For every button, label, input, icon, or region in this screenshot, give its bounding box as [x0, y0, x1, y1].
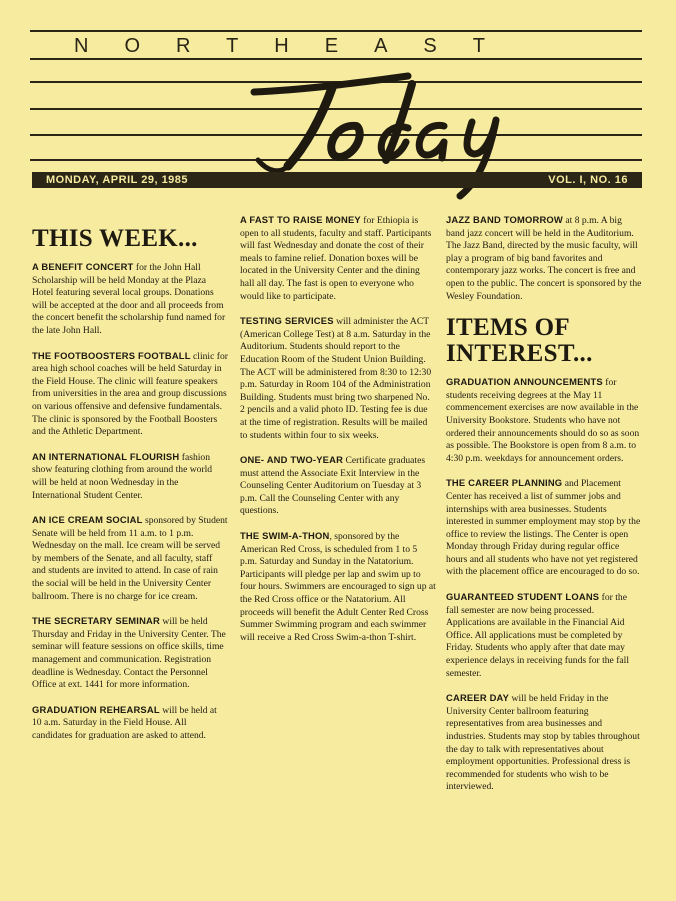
item-body: for the fall semester are now being processed. Applications are available in the Financial Aid Office. All applications must be completed by Friday. Students who apply after that date may experience delays in receiving funds for the fall semester.	[446, 592, 630, 679]
news-item	[240, 454, 436, 518]
news-item	[32, 261, 228, 338]
news-item	[446, 376, 642, 465]
section-heading-items-of-interest: ITEMS OF INTEREST...	[446, 314, 593, 368]
item-lead: TESTING SERVICES	[240, 315, 334, 327]
news-item	[32, 704, 228, 743]
item-body: , sponsored by the American Red Cross, is scheduled from 1 to 5 p.m. Saturday and Sunday in the Natatorium. Participants will pledge per lap and swim up to four hours. Swimmers are encouraged to sign up at the Red Cross office or the Natatorium. All proceeds will benefit the Adult Center Red Cross Summer Swimming program and each swimmer will receive a Red Cross Swim-a-thon T-shirt.	[240, 531, 436, 643]
item-body: for students receiving degrees at the May 11 commencement exercises are now available in the University Bookstore. Students who have not ordered their announcements should do so as soon as possible. The Bookstore is open from 8 a.m. to 4:30 p.m. weekdays for announcement orders.	[446, 377, 640, 464]
item-body: fashion show featuring clothing from around the world will be held at noon Wednesday in the International Student Center.	[32, 451, 213, 501]
item-lead: A BENEFIT CONCERT	[32, 261, 134, 272]
column-middle	[240, 214, 436, 656]
item-lead: ONE- AND TWO-YEAR	[240, 454, 344, 466]
paper-name: NORTHEAST	[74, 35, 634, 58]
item-body: for Ethiopia is open to all students, faculty and staff. Participants will fast Wednesday and donate the cost of their meals to famine relief. Donation boxes will be located in the University Center and the dining hall all day. The fast is open to everyone who would like to participate.	[240, 215, 432, 302]
news-item	[32, 451, 228, 502]
section-heading-this-week: THIS WEEK...	[32, 225, 198, 252]
item-body: for the John Hall Scholarship will be held Monday at the Plaza Hotel featuring several local groups. Donations will be accepted at the door and all proceeds from the concert benefit the scholarship fund named for the late John Hall.	[32, 262, 226, 336]
item-lead: AN ICE CREAM SOCIAL	[32, 514, 143, 526]
date-bar	[32, 172, 642, 188]
item-body: will be held at 10 a.m. Saturday in the Field House. All candidates for graduation are asked to attend.	[32, 704, 217, 741]
news-item	[240, 315, 436, 442]
item-body: will be held Friday in the University Center ballroom featuring representatives from area businesses and industries. Students may stop by tables throughout the day to talk with representatives about employment opportunities. Professional dress is recommended for students who wish to be interviewed.	[446, 693, 640, 793]
item-lead: GRADUATION REHEARSAL	[32, 703, 160, 715]
item-lead: JAZZ BAND TOMORROW	[446, 214, 563, 225]
item-body: will administer the ACT (American College Test) at 8 a.m. Saturday in the Auditorium. Students should report to the Education Room of the Student Union Building. The ACT will be administered from 8:30 to 12:30 p.m. Saturday in Room 104 of the Administration Building. Students must bring two sharpened No. 2 pencils and a valid photo ID. Testing fee is due at the time of registration. Results will be mailed to students within four to six weeks.	[240, 316, 432, 441]
masthead	[30, 26, 642, 172]
item-lead: THE SECRETARY SEMINAR	[32, 615, 160, 627]
item-body: sponsored by Student Senate will be held from 11 a.m. to 1 p.m. Wednesday on the mall. Ice cream will be served by members of the Senate, and all faculty, staff and students are invited to attend. In case of rain the social will be held in the University Center ballroom. There is no charge for ice cream.	[32, 515, 228, 602]
news-item	[446, 214, 642, 303]
item-lead: AN INTERNATIONAL FLOURISH	[32, 450, 180, 462]
column-this-week	[32, 226, 228, 755]
news-item	[446, 591, 642, 680]
item-lead: GUARANTEED STUDENT LOANS	[446, 591, 600, 603]
item-body: at 8 p.m. A big band jazz concert will be held in the Auditorium. The Jazz Band, directed by the music faculty, will play a program of big band favorites and contemporary jazz works. The concert is free and open to the public. The concert is sponsored by the Wesley Foundation.	[446, 215, 642, 302]
item-lead: A FAST TO RAISE MONEY	[240, 214, 361, 225]
item-lead: GRADUATION ANNOUNCEMENTS	[446, 376, 603, 388]
masthead-rule	[30, 30, 642, 32]
item-body: clinic for area high school coaches will be held Saturday in the Field House. The clinic will feature speakers from universities in the area and group discussions on various offensive and defensive fundamentals. The clinic is sponsored by the Football Boosters and the Athletic Department.	[32, 350, 228, 438]
news-item	[446, 477, 642, 579]
item-lead: THE FOOTBOOSTERS FOOTBALL	[32, 349, 191, 361]
news-item	[446, 692, 642, 794]
volume-number: VOL. I, NO. 16	[548, 174, 628, 186]
column-items-of-interest	[446, 214, 642, 806]
item-lead: THE CAREER PLANNING	[446, 477, 563, 489]
item-body: and Placement Center has received a list of summer jobs and internships with area businesses. Students interested in summer employment may stop by the office to review the listings. The Center is open Monday through Friday during regular office hours and all students who have not yet registered with the placement office are encouraged to do so.	[446, 478, 641, 578]
item-body: Certificate graduates must attend the Associate Exit Interview in the Counseling Center Auditorium on Tuesday at 3 p.m. Call the Counseling Center with any questions.	[240, 455, 426, 517]
item-lead: CAREER DAY	[446, 692, 510, 704]
news-item	[32, 615, 228, 692]
news-item	[32, 350, 228, 439]
news-item	[240, 530, 436, 644]
issue-date: MONDAY, APRIL 29, 1985	[46, 174, 189, 186]
item-body: will be held Thursday and Friday in the University Center. The seminar will feature sessions on office skills, time management and communication. Registration deadline is Wednesday. Contact the Personnel Office at ext. 1441 for more information.	[32, 616, 226, 691]
news-item	[240, 214, 436, 303]
item-lead: THE SWIM-A-THON	[240, 530, 330, 542]
news-item	[32, 514, 228, 603]
